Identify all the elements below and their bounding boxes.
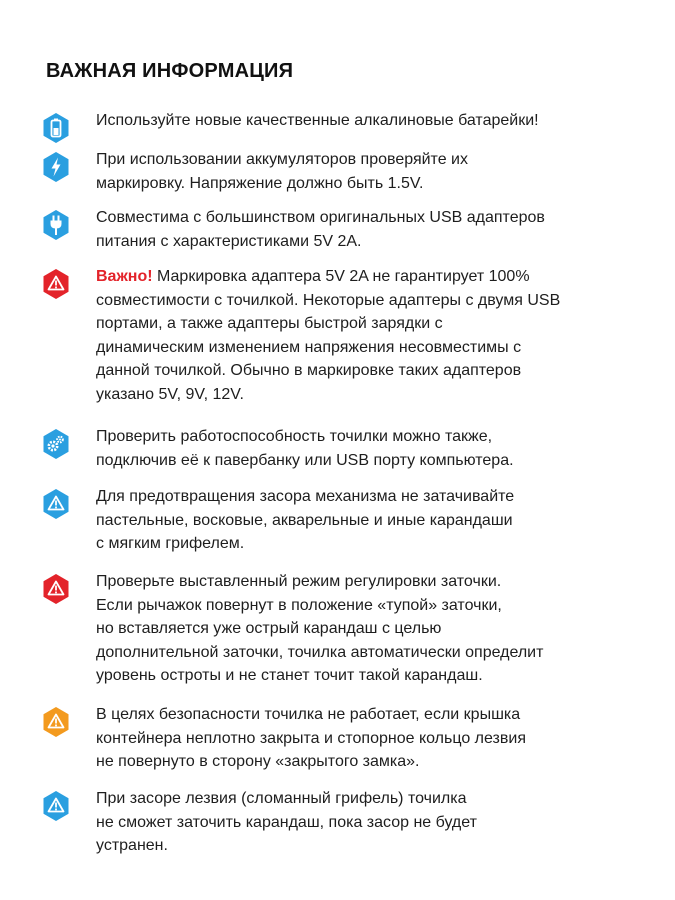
item-text xyxy=(96,485,656,556)
text-line: динамическим изменением напряжения несовместимы с xyxy=(96,338,522,356)
text-line: Проверить работоспособность точилки можно также, xyxy=(96,428,493,445)
text-line xyxy=(96,265,656,289)
text-line: Проверьте выставленный режим регулировки заточки. xyxy=(96,573,502,590)
item-text xyxy=(96,109,656,133)
text-line: указано 5V, 9V, 12V. xyxy=(96,385,244,403)
page-title: ВАЖНАЯ ИНФОРМАЦИЯ xyxy=(46,60,294,82)
warning-icon xyxy=(42,573,70,605)
plug-icon xyxy=(42,209,70,241)
important-label: Важно! xyxy=(96,268,153,285)
item-text xyxy=(96,425,656,472)
warning-icon xyxy=(42,488,70,520)
text-line: Совместима с большинством оригинальных USB адаптеров xyxy=(96,209,545,226)
text-line: подключив её к павербанку или USB порту компьютера. xyxy=(96,451,514,469)
item-text xyxy=(96,787,656,858)
text-line: маркировку. Напряжение должно быть 1.5V. xyxy=(96,174,424,192)
text-line: не сможет заточить карандаш, пока засор не будет xyxy=(96,813,477,831)
text-line: не повернуто в сторону «закрытого замка». xyxy=(96,753,420,770)
item-text xyxy=(96,206,656,253)
text-line: данной точилкой. Обычно в маркировке таких адаптеров xyxy=(96,362,522,379)
warning-icon xyxy=(42,706,70,738)
text-line: Используйте новые качественные алкалиновые батарейки! xyxy=(96,112,539,129)
text-line: контейнера неплотно закрыта и стопорное кольцо лезвия xyxy=(96,729,526,747)
text-line: дополнительной заточки, точилка автоматически определит xyxy=(96,643,544,661)
text-fragment: Маркировка адаптера 5V 2A не гарантирует 100% xyxy=(152,268,530,285)
item-text xyxy=(96,703,656,774)
warning-icon xyxy=(42,790,70,822)
text-line: питания с характеристиками 5V 2A. xyxy=(96,232,362,250)
text-line: пастельные, восковые, акварельные и иные карандаши xyxy=(96,511,513,529)
item-text xyxy=(96,570,656,688)
gears-icon xyxy=(42,428,70,460)
text-line: Если рычажок повернут в положение «тупой» заточки, xyxy=(96,596,502,614)
text-line: устранен. xyxy=(96,837,168,854)
text-line: Для предотвращения засора механизма не затачивайте xyxy=(96,488,515,505)
text-line: с мягким грифелем. xyxy=(96,535,245,552)
text-line: уровень остроты и не станет точит такой карандаш. xyxy=(96,667,483,684)
text-line: При засоре лезвия (сломанный грифель) точилка xyxy=(96,790,467,807)
text-line: совместимости с точилкой. Некоторые адаптеры с двумя USB xyxy=(96,291,561,309)
battery-icon xyxy=(42,112,70,144)
item-text xyxy=(96,148,656,195)
lightning-icon xyxy=(42,151,70,183)
text-line: При использовании аккумуляторов проверяйте их xyxy=(96,151,468,168)
text-line: В целях безопасности точилка не работает, если крышка xyxy=(96,706,521,723)
warning-icon xyxy=(42,268,70,300)
item-text xyxy=(96,265,656,406)
text-line: но вставляется уже острый карандаш с целью xyxy=(96,620,442,637)
text-line: портами, а также адаптеры быстрой зарядки с xyxy=(96,315,443,332)
